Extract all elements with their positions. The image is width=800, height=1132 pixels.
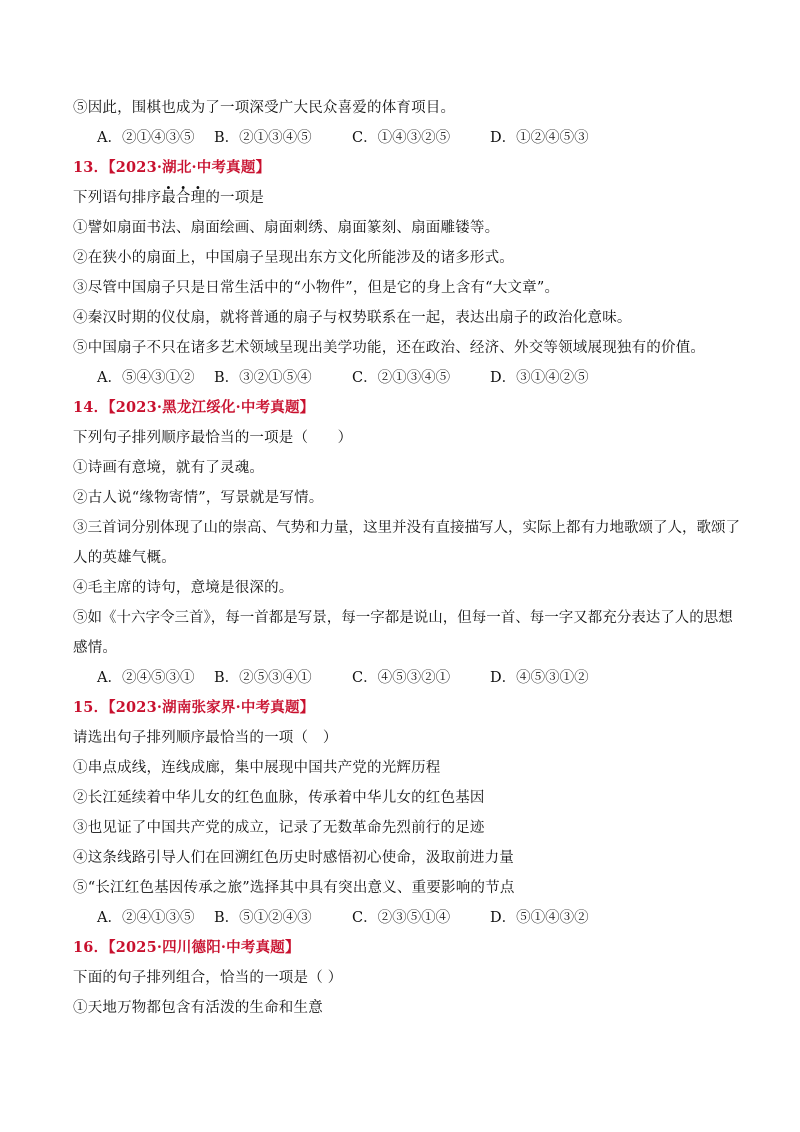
q15-option-d: D．⑤①④③② xyxy=(490,910,589,926)
q14-item-3: ③三首词分别体现了山的崇高、气势和力量，这里并没有直接描写人，实际上都有力地歌颂了人，歌颂了 xyxy=(73,520,740,536)
q15-item-2: ②长江延续着中华儿女的红色血脉，传承着中华儿女的红色基因 xyxy=(73,790,485,806)
q13-number: 13． xyxy=(73,159,109,176)
q13-option-d: D．③①④②⑤ xyxy=(490,370,589,386)
q16-stem: 下面的句子排列组合，恰当的一项是（ ） xyxy=(73,970,343,986)
q13-stem-post: 的一项是 xyxy=(205,190,265,206)
q13-stem-emph-3: 理 xyxy=(190,190,206,206)
q15-item-5: ⑤“长江红色基因传承之旅”选择其中具有突出意义、重要影响的节点 xyxy=(73,880,515,896)
q16-item-1: ①天地万物都包含有活泼的生命和生意 xyxy=(73,1000,323,1016)
q13-stem xyxy=(73,188,264,208)
q14-item-3-cont: 人的英雄气概。 xyxy=(73,550,176,566)
q14-stem: 下列句子排列顺序最恰当的一项是（ ） xyxy=(73,430,353,446)
q13-item-1: ①譬如扇面书法、扇面绘画、扇面刺绣、扇面篆刻、扇面雕镂等。 xyxy=(73,220,500,236)
q14-source: 【2023·黑龙江绥化·中考真题】 xyxy=(108,399,315,416)
q13-stem-emph-1: 最 xyxy=(161,190,176,206)
q13-option-b: B．③②①⑤④ xyxy=(214,370,312,386)
q12-item-5: ⑤因此，围棋也成为了一项深受广大民众喜爱的体育项目。 xyxy=(73,100,456,116)
q13-item-4: ④秦汉时期的仪仗扇，就将普通的扇子与权势联系在一起，表达出扇子的政治化意味。 xyxy=(73,310,632,326)
q15-item-3: ③也见证了中国共产党的成立，记录了无数革命先烈前行的足迹 xyxy=(73,820,485,836)
q15-option-a: A．②④①③⑤ xyxy=(97,910,195,926)
q15-option-c: C．②③⑤①④ xyxy=(352,910,451,926)
q14-number: 14． xyxy=(73,399,109,416)
q15-source: 【2023·湖南张家界·中考真题】 xyxy=(108,699,315,716)
q14-option-b: B．②⑤③④① xyxy=(214,670,312,686)
q15-item-4: ④这条线路引导人们在回溯红色历史时感悟初心使命，汲取前进力量 xyxy=(73,850,514,866)
q13-option-c: C．②①③④⑤ xyxy=(352,370,451,386)
q13-stem-pre: 下列语句排序 xyxy=(73,190,162,206)
q15-stem: 请选出句子排列顺序最恰当的一项（ ） xyxy=(73,730,338,746)
q15-option-b: B．⑤①②④③ xyxy=(214,910,312,926)
q15-item-1: ①串点成线，连线成廊，集中展现中国共产党的光辉历程 xyxy=(73,760,441,776)
q14-item-4: ④毛主席的诗句，意境是很深的。 xyxy=(73,580,294,596)
q14-item-5: ⑤如《十六字令三首》，每一首都是写景，每一字都是说山，但每一首、每一字又都充分表达了人的思想 xyxy=(73,610,733,626)
q15-header xyxy=(73,698,314,718)
q13-source: 【2023·湖北·中考真题】 xyxy=(108,159,271,176)
q16-source: 【2025·四川德阳·中考真题】 xyxy=(108,939,300,956)
q15-number: 15． xyxy=(73,699,109,716)
q12-option-b: B．②①③④⑤ xyxy=(214,130,312,146)
q16-number: 16． xyxy=(73,939,109,956)
q13-item-5: ⑤中国扇子不只在诸多艺术领域呈现出美学功能，还在政治、经济、外交等领域展现独有的价值。 xyxy=(73,340,706,356)
q13-header xyxy=(73,158,270,178)
q16-header xyxy=(73,938,300,958)
q12-option-d: D．①②④⑤③ xyxy=(490,130,589,146)
q13-item-3: ③尽管中国扇子只是日常生活中的“小物件”，但是它的身上含有“大文章”。 xyxy=(73,280,560,296)
q14-header xyxy=(73,398,314,418)
q13-stem-emph-2: 合 xyxy=(175,190,191,206)
q14-item-5-cont: 感情。 xyxy=(73,640,118,656)
q14-item-2: ②古人说“缘物寄情”，写景就是写情。 xyxy=(73,490,324,506)
q13-option-a: A．⑤④③①② xyxy=(97,370,195,386)
q14-option-c: C．④⑤③②① xyxy=(352,670,451,686)
q14-item-1: ①诗画有意境，就有了灵魂。 xyxy=(73,460,265,476)
q14-option-d: D．④⑤③①② xyxy=(490,670,589,686)
q12-option-a: A．②①④③⑤ xyxy=(97,130,195,146)
q13-item-2: ②在狭小的扇面上，中国扇子呈现出东方文化所能涉及的诸多形式。 xyxy=(73,250,514,266)
q12-option-c: C．①④③②⑤ xyxy=(352,130,451,146)
q14-option-a: A．②④⑤③① xyxy=(97,670,195,686)
